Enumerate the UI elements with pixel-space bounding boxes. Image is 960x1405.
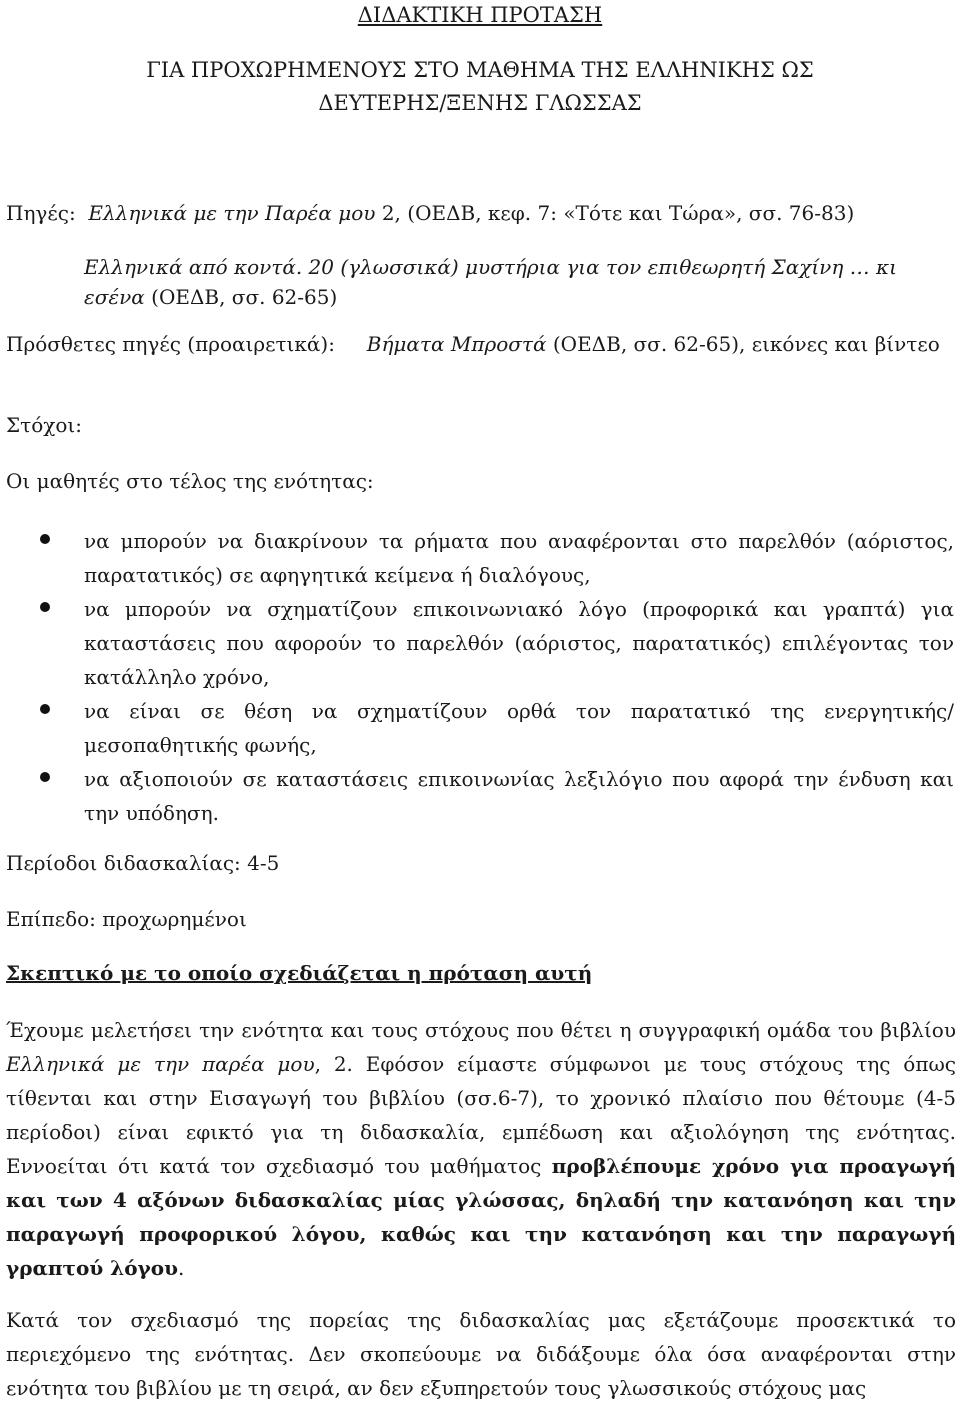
bullet-icon [40,772,50,782]
goal-item: να μπορούν να διακρίνουν τα ρήματα που αναφέρονται στο παρελθόν (αόριστος, παρατατικός) σε αφηγητικά κείμενα ή διαλόγους, [0,524,960,592]
bullet-icon [40,704,50,714]
goals-list [0,524,960,830]
teaching-periods: Περίοδοι διδασκαλίας: 4-5 [6,851,280,875]
book-title: Ελληνικά με την παρέα μου [6,1052,315,1076]
extra-source-book-title: Βήματα Μπροστά [366,332,547,356]
source-2-details: (ΟΕΔΒ, σσ. 62-65) [144,285,338,309]
goals-intro: Οι μαθητές στο τέλος της ενότητας: [6,469,374,493]
document-subtitle-line-1: ΓΙΑ ΠΡΟΧΩΡΗΜΕΝΟΥΣ ΣΤΟ ΜΑΘΗΜΑ ΤΗΣ ΕΛΛΗΝΙΚΗΣ ΩΣ [146,58,814,82]
source-1-book-title: Ελληνικά με την Παρέα μου [88,201,376,225]
goal-item: να αξιοποιούν σε καταστάσεις επικοινωνίας λεξιλόγιο που αφορά την ένδυση και την υπόδηση. [0,762,960,830]
extra-sources [6,328,956,361]
emphasis: προβλέπουμε χρόνο για προαγωγή και των 4 αξόνων διδασκαλίας μίας γλώσσας, δηλαδή την κατανόηση και την παραγωγή προφορικού λόγου, καθώς και την κατανόηση και την παραγωγή γραπτού λόγου [6,1154,956,1280]
document-subtitle-line-2: ΔΕΥΤΕΡΗΣ/ΞΕΝΗΣ ΓΛΩΣΣΑΣ [318,91,642,115]
rationale-paragraph-2: Κατά τον σχεδιασμό της πορείας της διδασκαλίας μας εξετάζουμε προσεκτικά το περιεχόμενο της ενότητας. Δεν σκοπεύουμε να διδάξουμε όλα όσα αναφέρονται στην ενότητα του βιβλίου με τη σειρά, αν δεν εξυπηρετούν τους γλωσσικούς στόχους μας [6,1308,956,1400]
goals-label: Στόχοι: [6,413,82,437]
rationale-heading: Σκεπτικό με το οποίο σχεδιάζεται η πρόταση αυτή [6,961,593,985]
level: Επίπεδο: προχωρημένοι [6,907,247,931]
bullet-icon [40,534,50,544]
source-1-details: 2, (ΟΕΔΒ, κεφ. 7: «Τότε και Τώρα», σσ. 76-83) [375,201,855,225]
rationale-paragraph-1: Έχουμε μελετήσει την ενότητα και τους στόχους που θέτει η συγγραφική ομάδα του βιβλίου Ελληνικά με την παρέα μου, 2. Εφόσον είμαστε σύμφωνοι με τους στόχους της όπως τίθενται και στην Εισαγωγή του βιβλίου (σσ.6-7), το χρονικό πλαίσιο που θέτουμε (4-5 περίοδοι) είναι εφικτό για τη διδασκαλία, εμπέδωση και αξιολόγηση της ενότητας. Εννοείται ότι κατά τον σχεδιασμό του μαθήματος προβλέπουμε χρόνο για προαγωγή και των 4 αξόνων διδασκαλίας μίας γλώσσας, δηλαδή την κατανόηση και την παραγωγή προφορικού λόγου, καθώς και την κατανόηση και την παραγωγή γραπτού λόγου. [6,1018,956,1280]
goal-item: να είναι σε θέση να σχηματίζουν ορθά τον παρατατικό της ενεργητικής/ μεσοπαθητικής φωνής, [0,694,960,762]
source-2 [84,252,950,312]
document-title: ΔΙΔΑΚΤΙΚΗ ΠΡΟΤΑΣΗ [357,3,603,27]
sources-label: Πηγές: [6,201,76,225]
extra-sources-details: (ΟΕΔΒ, σσ. 62-65), εικόνες και βίντεο [546,332,940,356]
goal-item: να μπορούν να σχηματίζουν επικοινωνιακό λόγο (προφορικά και γραπτά) για καταστάσεις που αφορούν το παρελθόν (αόριστος, παρατατικός) επιλέγοντας τον κατάλληλο χρόνο, [0,592,960,694]
sources-line [6,198,956,228]
extra-sources-label: Πρόσθετες πηγές (προαιρετικά): [6,332,335,356]
source-2-book-title: Ελληνικά από κοντά. 20 (γλωσσικά) μυστήρια για τον επιθεωρητή Σαχίνη … κι εσένα [84,255,897,309]
bullet-icon [40,602,50,612]
